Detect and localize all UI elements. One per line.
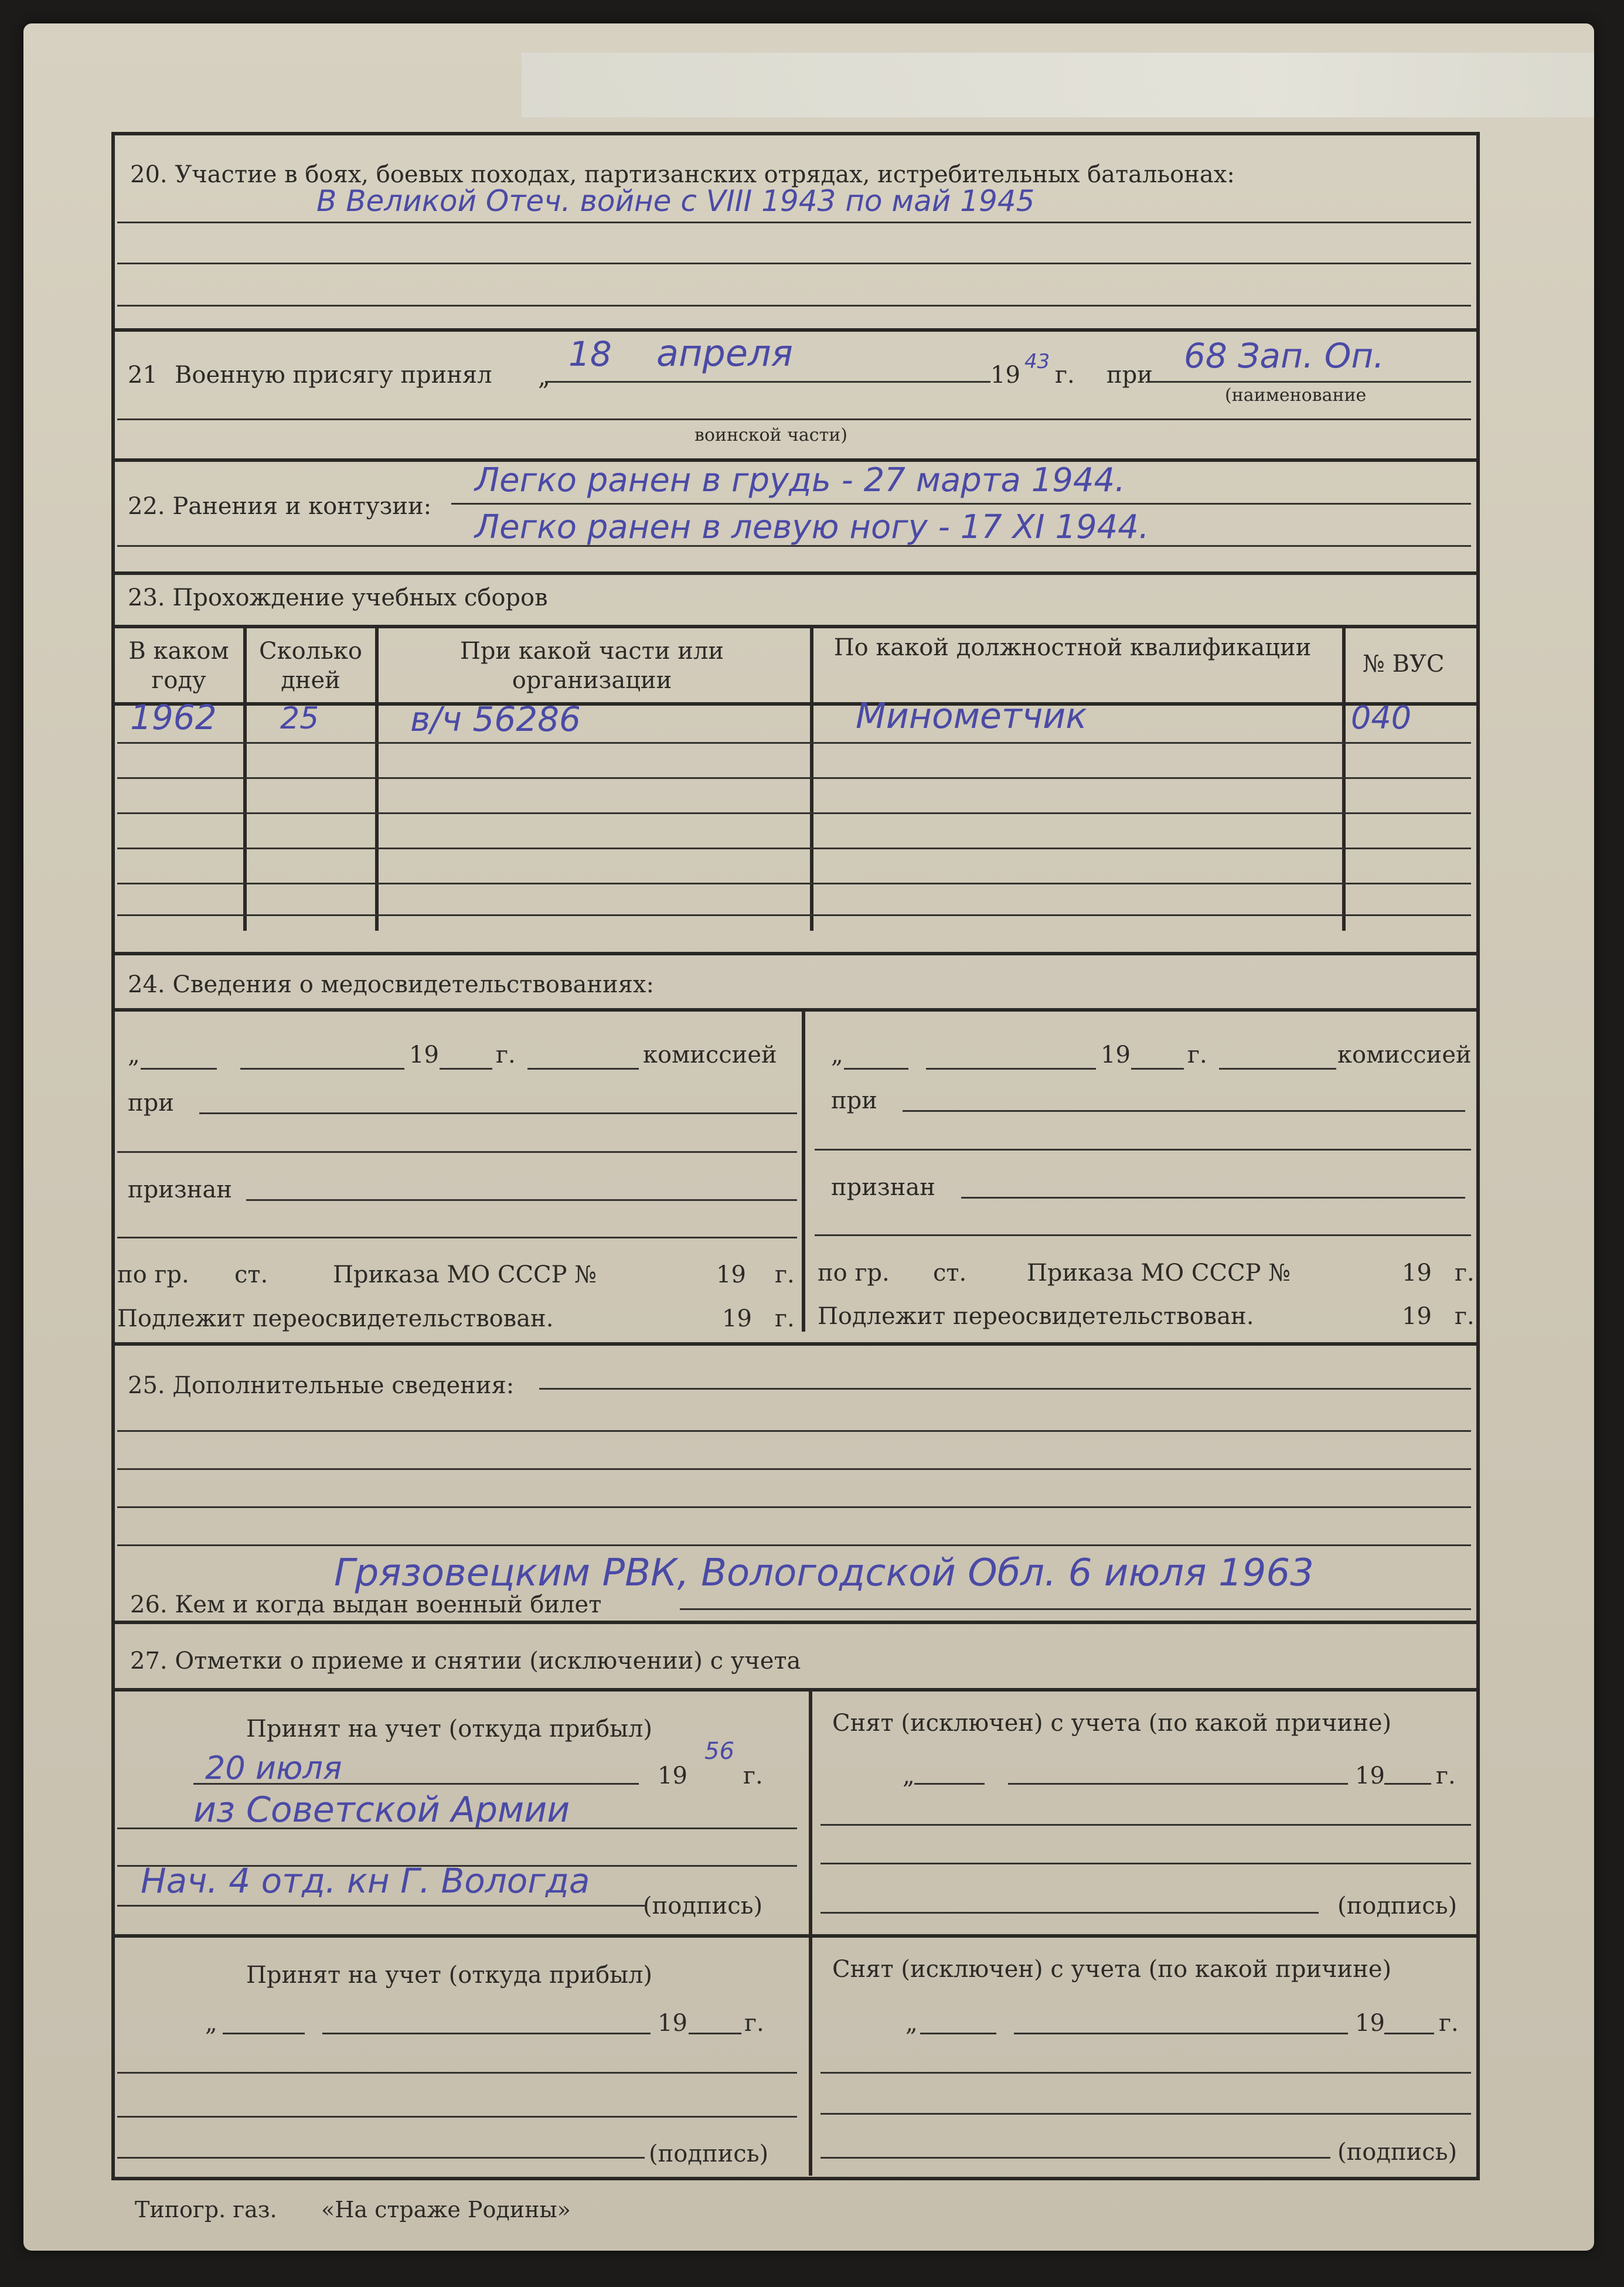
s24-right-order-year: 19 [1402, 1260, 1432, 1287]
s27-b-right-g: г. [1439, 2010, 1459, 2037]
footer-newspaper: «На страже Родины» [321, 2197, 571, 2223]
s23-cell-vus: 040 [1351, 699, 1412, 736]
s21-num: 21 [128, 362, 158, 389]
s20-label: 20. Участие в боях, боевых походах, партизанских отрядах, истребительных батальонах: [130, 161, 1235, 188]
s27-a-hw-year: 56 [704, 1738, 734, 1765]
rule [117, 1151, 797, 1153]
rule [117, 1237, 797, 1238]
s26-handwritten: Грязовецким РВК, Вологодской Обл. 6 июля 1963 [334, 1551, 1314, 1595]
s21-year-suffix: г. [1055, 362, 1075, 389]
rule [117, 545, 1471, 547]
s23-cell-days: 25 [280, 701, 319, 736]
s27-a-hw-line3: Нач. 4 отд. кн Г. Вологда [141, 1861, 590, 1901]
s22-label: 22. Ранения и контузии: [128, 493, 432, 520]
rule [1131, 1068, 1184, 1070]
rule [1219, 1068, 1336, 1070]
rule [820, 1912, 1319, 1914]
rule [844, 1068, 908, 1070]
s22-line2: Легко ранен в левую ногу - 17 XI 1944. [475, 508, 1149, 546]
rule [440, 1068, 492, 1070]
s27-b-signature: (подпись) [649, 2140, 769, 2167]
rule [115, 1008, 1477, 1012]
rule [246, 1199, 797, 1201]
rule [1384, 1783, 1431, 1785]
rule [117, 883, 1471, 884]
s20-handwritten: В Великой Отеч. войне с VIII 1943 по май 1945 [316, 184, 1035, 218]
s27-a-accepted: Принят на учет (откуда прибыл) [246, 1716, 653, 1743]
rule [820, 1863, 1471, 1864]
rule [820, 2072, 1471, 2074]
tape-strip [522, 53, 1594, 117]
rule [117, 2157, 645, 2159]
s24-right-resurvey-year: 19 [1402, 1303, 1432, 1330]
s24-right-year19: 19 [1101, 1042, 1131, 1068]
rule [961, 1197, 1465, 1199]
s24-left-priznan: признан [128, 1176, 232, 1203]
s23-header-days: Сколько дней [259, 638, 362, 694]
rule [680, 1608, 1471, 1610]
s21-unit: 68 Зап. Оп. [1184, 336, 1384, 376]
rule [914, 1783, 985, 1785]
rule [117, 418, 1471, 420]
s22-line1: Легко ранен в грудь - 27 марта 1944. [475, 461, 1125, 499]
s24-right-resurvey: Подлежит переосвидетельствован. [818, 1303, 1254, 1330]
s21-label: Военную присягу принял [175, 362, 492, 389]
rule [115, 571, 1477, 575]
rule [820, 2113, 1471, 2115]
rule [115, 328, 1477, 332]
s27-b-g: г. [744, 2010, 764, 2037]
s24-right-order-g: г. [1455, 1260, 1475, 1287]
rule [141, 1068, 217, 1070]
rule [240, 1068, 404, 1070]
s27-a-g: г. [743, 1762, 763, 1789]
rule [820, 2157, 1330, 2159]
s24-right-st: ст. [933, 1260, 967, 1287]
rule [117, 777, 1471, 779]
s24-left-order-year: 19 [716, 1261, 746, 1288]
rule [117, 305, 1471, 307]
rule [920, 2033, 996, 2034]
rule [1149, 381, 1471, 383]
rule [815, 1149, 1471, 1151]
rule [689, 2033, 741, 2034]
s27-a-hw-line2: из Советской Армии [193, 1789, 570, 1830]
s21-hint2: воинской части) [694, 425, 847, 445]
rule [117, 2072, 797, 2074]
s21-month: апреля [656, 332, 793, 375]
s24-left-st: ст. [234, 1261, 268, 1288]
rule [117, 1865, 797, 1867]
rule [451, 503, 1471, 505]
footer-printer: Типогр. газ. [135, 2197, 277, 2223]
s27-b-quote: „ [205, 2010, 217, 2037]
rule [115, 1688, 1477, 1692]
s27-b-right-quote: „ [905, 2010, 918, 2037]
s21-hint1: (наименование [1225, 385, 1367, 406]
rule [117, 1468, 1471, 1470]
rule [117, 1544, 1471, 1546]
rule [539, 1388, 1471, 1390]
s26-label: 26. Кем и когда выдан военный билет [130, 1591, 602, 1618]
s27-b-year19: 19 [658, 2010, 687, 2037]
rule [117, 1506, 1471, 1508]
col-divider [802, 1009, 805, 1332]
s24-label: 24. Сведения о медосвидетельствованиях: [128, 971, 654, 998]
rule [117, 1827, 797, 1829]
s24-right-quote: „ [831, 1042, 843, 1068]
rule [322, 2033, 651, 2034]
col-divider [809, 1689, 812, 2176]
s27-a-year19: 19 [658, 1762, 687, 1789]
s27-a-right-signature: (подпись) [1337, 1893, 1458, 1920]
s27-b-removed: Снят (исключен) с учета (по какой причине) [832, 1956, 1392, 1983]
rule [117, 1430, 1471, 1432]
s24-left-order: Приказа МО СССР № [333, 1261, 597, 1288]
rule [527, 1068, 639, 1070]
rule [1014, 2033, 1348, 2034]
rule [115, 952, 1477, 955]
s27-b-right-year19: 19 [1355, 2010, 1385, 2037]
s21-day: 18 [568, 334, 612, 374]
rule [117, 1905, 645, 1907]
rule [117, 914, 1471, 916]
s23-cell-unit: в/ч 56286 [410, 699, 581, 739]
rule [117, 263, 1471, 264]
s21-at: при [1107, 362, 1153, 389]
rule [199, 1112, 797, 1114]
s24-left-resurvey-year: 19 [722, 1305, 752, 1332]
rule [815, 1234, 1471, 1236]
s23-header-qualification: По какой должностной квалификации [833, 634, 1312, 661]
s27-label: 27. Отметки о приеме и снятии (исключении) с учета [130, 1648, 801, 1675]
s27-a-hw-date: 20 июля [205, 1750, 342, 1786]
s27-a-right-quote: „ [903, 1762, 915, 1789]
s27-a-right-year19: 19 [1355, 1762, 1385, 1789]
rule [1384, 2033, 1434, 2034]
s27-a-right-g: г. [1436, 1762, 1456, 1789]
s23-cell-qualification: Минометчик [856, 696, 1087, 737]
s21-quote: „ [538, 364, 550, 391]
rule [545, 381, 990, 383]
s24-right-commission: комиссией [1337, 1042, 1472, 1068]
rule [117, 222, 1471, 223]
s24-right-priznan: признан [831, 1174, 935, 1201]
rule [223, 2033, 305, 2034]
s24-left-resurvey-g: г. [775, 1305, 795, 1332]
rule [926, 1068, 1096, 1070]
s24-left-commission: комиссией [643, 1042, 777, 1068]
s27-b-right-signature: (подпись) [1337, 2139, 1458, 2166]
s24-right-po-gr: по гр. [818, 1260, 890, 1287]
s24-left-resurvey: Подлежит переосвидетельствован. [117, 1305, 554, 1332]
rule [117, 2116, 797, 2118]
s24-left-quote: „ [128, 1042, 140, 1068]
s21-year-prefix: 19 [990, 362, 1020, 389]
s24-left-pri: при [128, 1090, 174, 1117]
s23-header-unit: При какой части или организации [459, 638, 724, 694]
rule [117, 812, 1471, 814]
rule [117, 742, 1471, 744]
s21-year: 43 [1024, 350, 1050, 373]
rule [115, 702, 1477, 706]
rule [117, 848, 1471, 849]
s23-label: 23. Прохождение учебных сборов [128, 584, 548, 611]
s27-a-removed: Снят (исключен) с учета (по какой причине) [832, 1710, 1392, 1737]
s24-left-order-g: г. [775, 1261, 795, 1288]
rule [1008, 1783, 1348, 1785]
rule [115, 1934, 1477, 1938]
rule [115, 1621, 1477, 1624]
rule [115, 1342, 1477, 1346]
s24-right-resurvey-g: г. [1455, 1303, 1475, 1330]
s24-right-pri: при [831, 1087, 877, 1114]
s27-b-accepted: Принят на учет (откуда прибыл) [246, 1962, 653, 1989]
s24-left-po-gr: по гр. [117, 1261, 189, 1288]
rule [820, 1824, 1471, 1826]
rule [903, 1110, 1465, 1112]
s24-right-order: Приказа МО СССР № [1027, 1260, 1291, 1287]
s27-a-signature: (подпись) [643, 1893, 763, 1920]
s24-right-g: г. [1187, 1042, 1207, 1068]
s24-left-year19: 19 [409, 1042, 439, 1068]
s24-left-g: г. [496, 1042, 516, 1068]
s25-label: 25. Дополнительные сведения: [128, 1372, 515, 1399]
s23-cell-year: 1962 [130, 697, 217, 737]
s23-header-vus: № ВУС [1363, 651, 1445, 678]
rule [115, 625, 1477, 628]
s23-header-year: В каком году [128, 638, 229, 694]
